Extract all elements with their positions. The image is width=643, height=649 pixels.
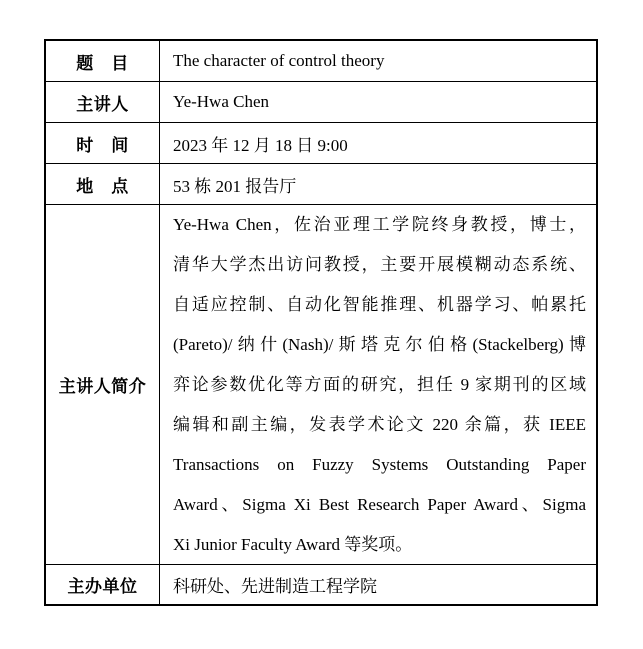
row-label-title: [46, 41, 159, 81]
row-value-speaker-bio: [159, 204, 596, 564]
row-value-speaker-text: Ye-Hwa Chen: [173, 92, 270, 111]
speaker-bio-line: Award、Sigma Xi Best Research Paper Award、Sigma: [173, 495, 586, 514]
row-label-organizer: [46, 564, 159, 604]
speaker-bio-line: 编辑和副主编，发表学术论文 220 余篇，获 IEEE: [173, 415, 586, 434]
row-label-location-text: 地 点: [76, 176, 129, 196]
row-value-location-text: 53 栋 201 报告厅: [173, 176, 297, 196]
speaker-bio-line: Transactions on Fuzzy Systems Outstanding Paper: [173, 455, 586, 474]
row-label-title-text: 题 目: [76, 53, 129, 73]
row-value-organizer-text: 科研处、先进制造工程学院: [173, 577, 377, 596]
row-label-organizer-text: 主办单位: [67, 577, 138, 596]
row-label-speaker-bio-text: 主讲人简介: [58, 377, 147, 396]
speaker-bio-line: 清华大学杰出访问教授，主要开展模糊动态系统、: [173, 255, 586, 274]
row-value-organizer: [159, 564, 596, 604]
row-label-time-text: 时 间: [76, 135, 129, 155]
speaker-bio-line: 自适应控制、自动化智能推理、机器学习、帕累托: [173, 295, 586, 314]
seminar-info-table: [44, 39, 598, 606]
row-value-time: [159, 122, 596, 163]
speaker-bio-line: (Pareto)/纳什(Nash)/斯塔克尔伯格(Stackelberg)博: [173, 335, 586, 354]
speaker-bio-line: Xi Junior Faculty Award 等奖项。: [173, 535, 413, 554]
speaker-bio-line: Ye-Hwa Chen，佐治亚理工学院终身教授，博士，: [173, 215, 586, 234]
row-label-speaker: [46, 81, 159, 122]
row-value-time-text: 2023 年 12 月 18 日 9:00: [173, 135, 348, 155]
row-value-location: [159, 163, 596, 204]
row-value-title-text: The character of control theory: [173, 51, 385, 70]
row-label-speaker-bio: [46, 204, 159, 564]
row-value-speaker: [159, 81, 596, 122]
speaker-bio-line: 弈论参数优化等方面的研究，担任 9 家期刊的区域: [173, 375, 586, 394]
row-label-speaker-text: 主讲人: [76, 94, 129, 114]
row-value-title: [159, 41, 596, 81]
row-label-time: [46, 122, 159, 163]
row-label-location: [46, 163, 159, 204]
